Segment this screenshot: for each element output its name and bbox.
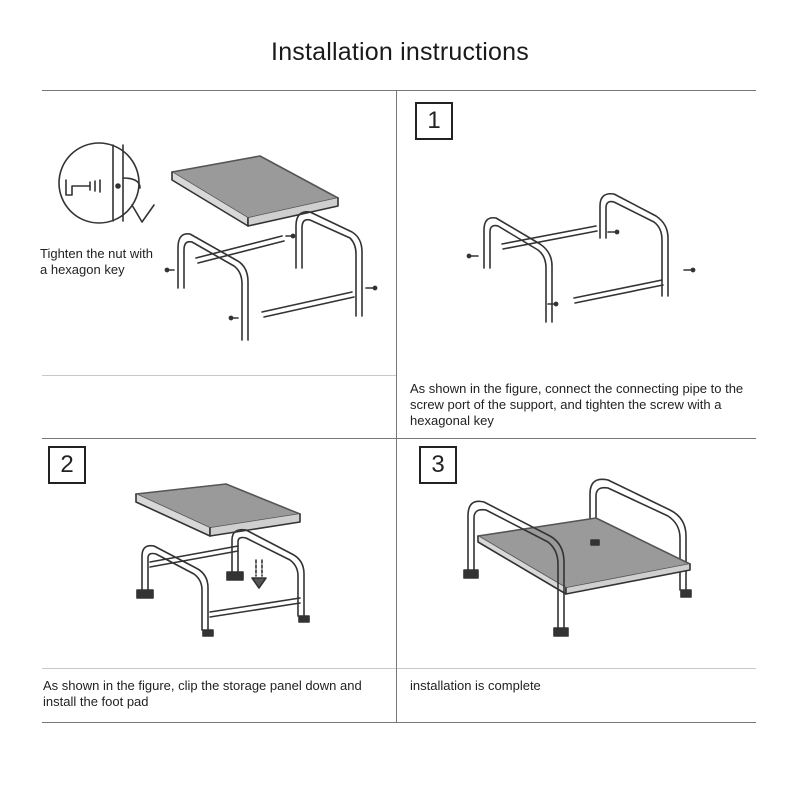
step-1-caption: As shown in the figure, connect the connecting pipe to the screw port of the support, and tighten the screw with a hexagonal key [410,381,744,428]
step-2-badge: 2 [48,446,86,484]
grid-line-bottom [42,722,756,723]
panel-0-caption: Tighten the nut with a hexagon key [40,246,153,277]
step-1-frame-illustration [400,0,800,380]
step-3-complete-illustration [400,440,800,670]
page-title: Installation instructions [271,38,529,66]
step-3-caption: installation is complete [410,678,541,693]
step-2-caption: As shown in the figure, clip the storage panel down and install the foot pad [43,678,362,709]
step-1-badge: 1 [415,102,453,140]
step-3-badge: 3 [419,446,457,484]
exploded-assembly-illustration [0,0,400,440]
step-2-panel-illustration [0,440,400,670]
